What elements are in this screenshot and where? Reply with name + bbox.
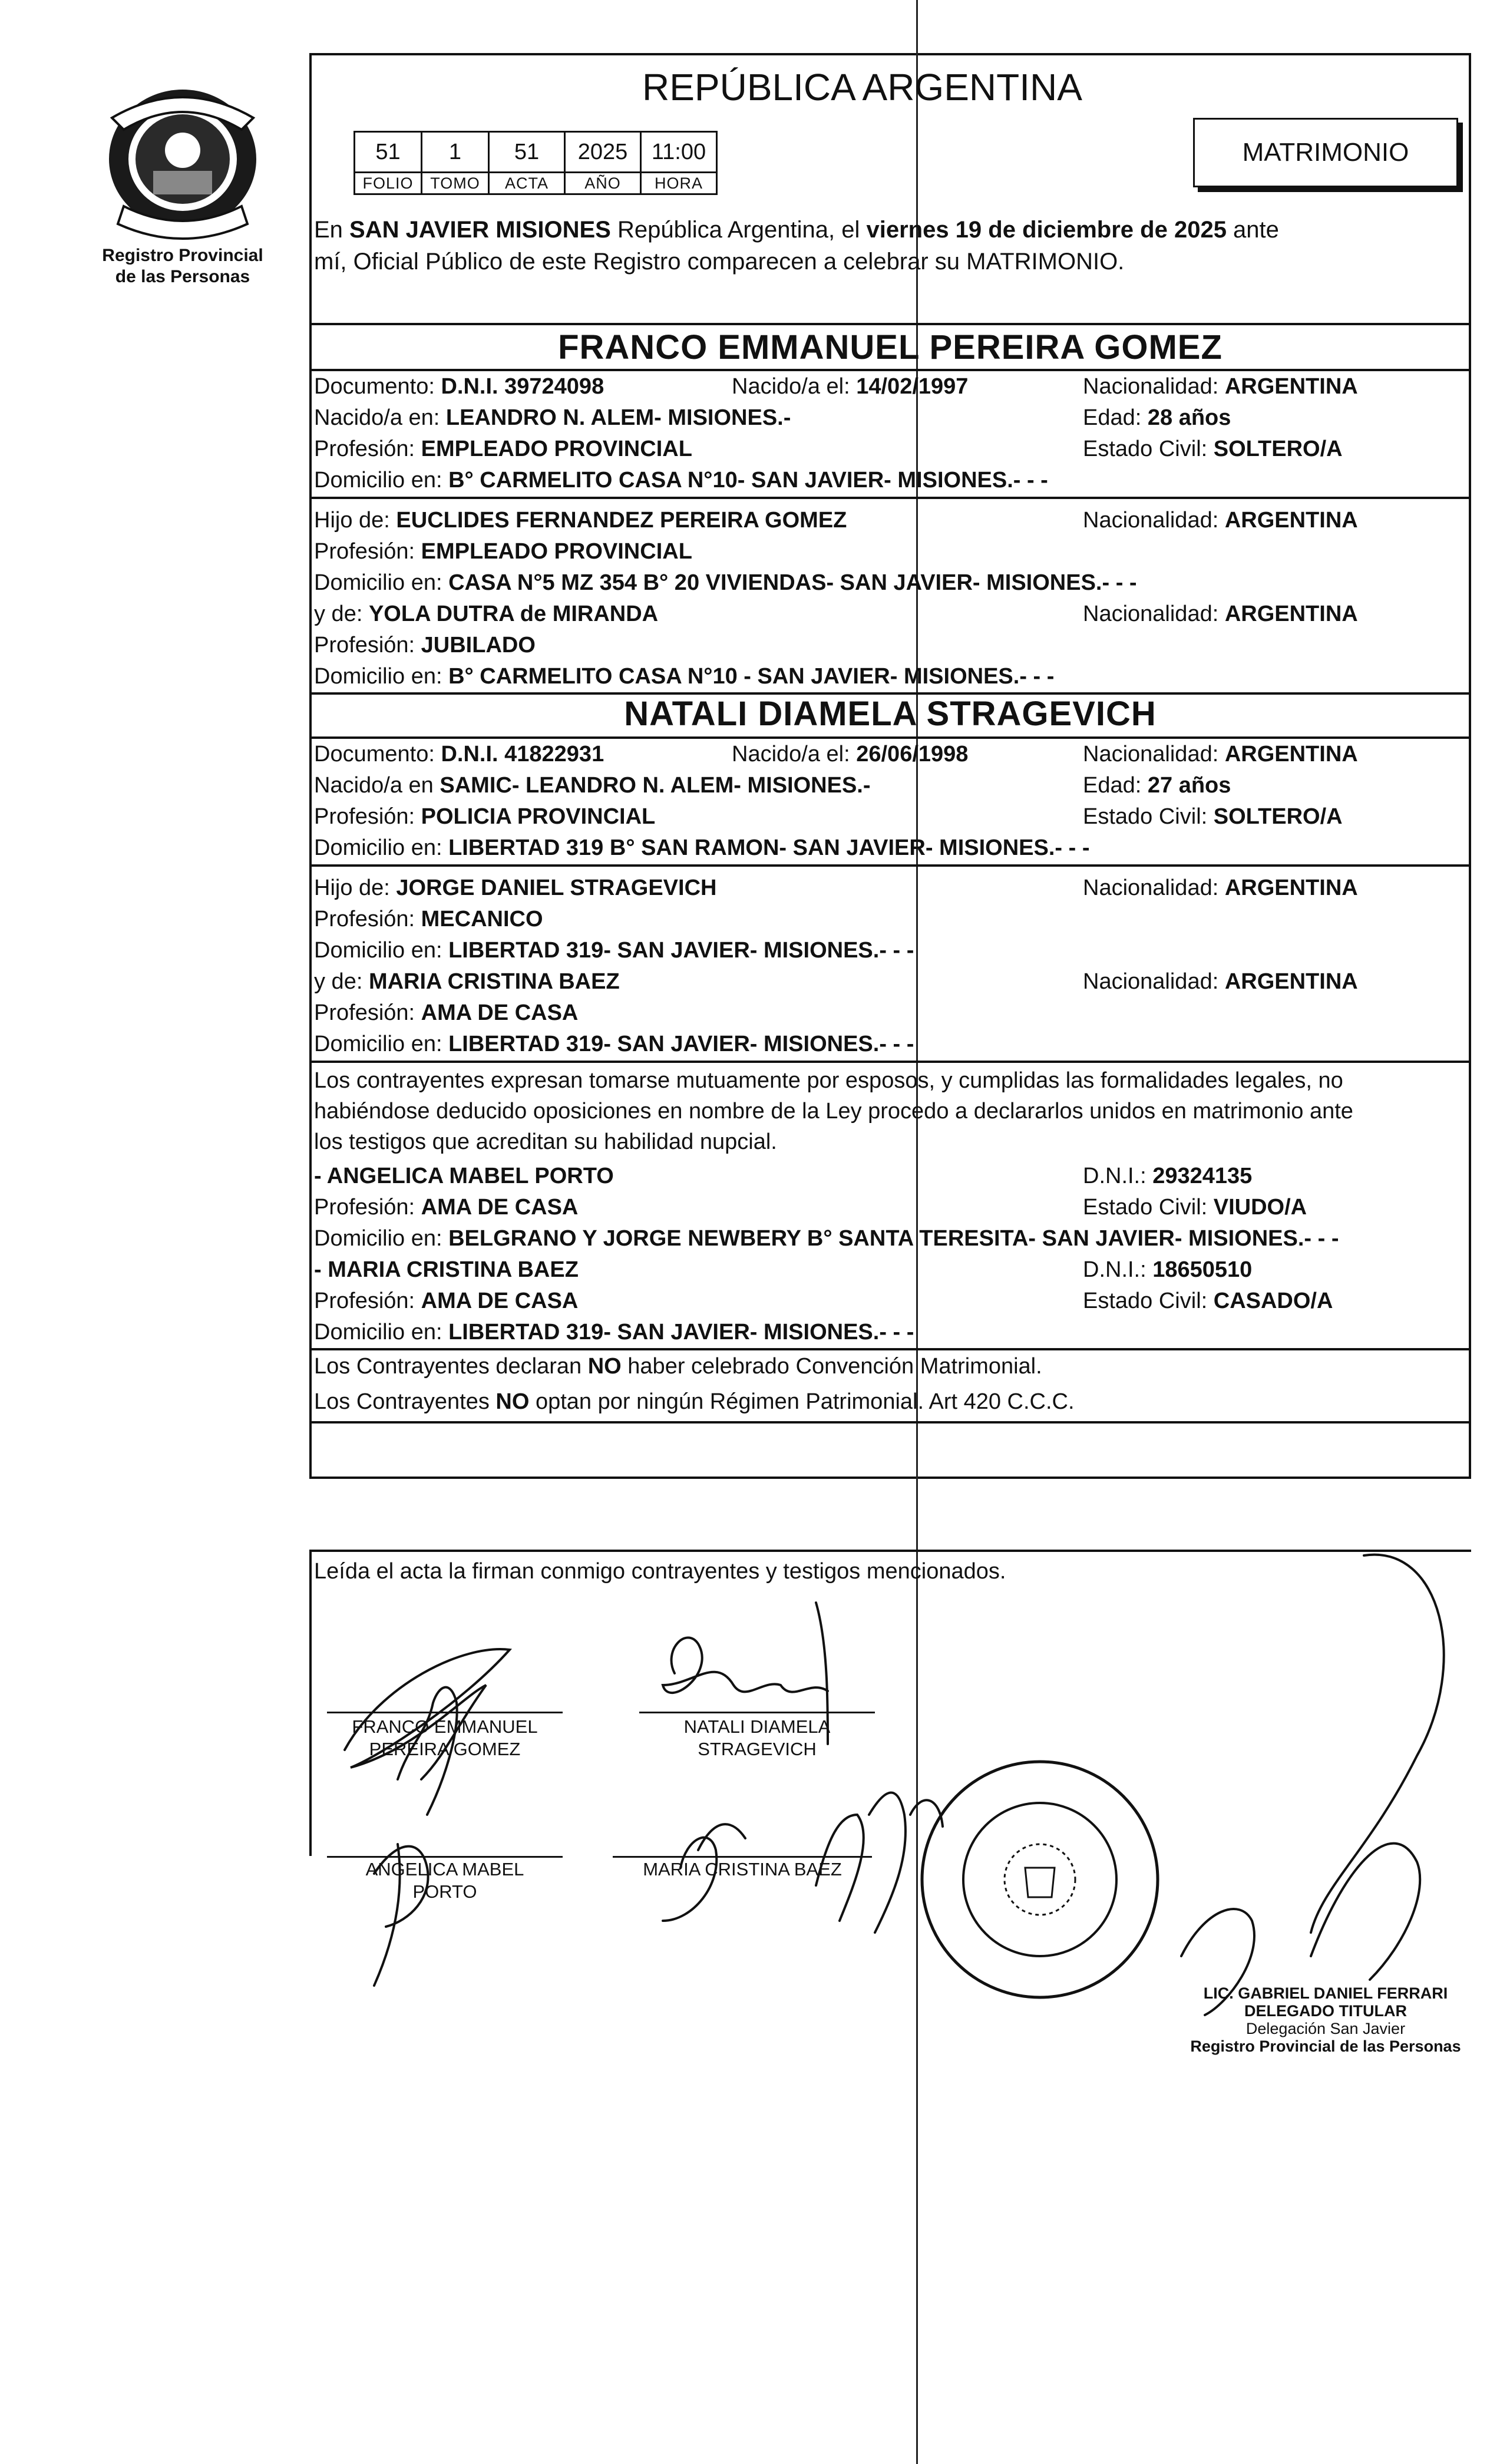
bride-name: NATALI DIAMELA STRAGEVICH	[624, 695, 1157, 733]
tomo-label: TOMO	[422, 173, 489, 194]
intro-date: viernes 19 de diciembre de 2025	[866, 217, 1227, 243]
bride-nationality: Nacionalidad: ARGENTINA	[1083, 742, 1358, 767]
signature-line	[639, 1712, 875, 1713]
regime-note: Los Contrayentes NO optan por ningún Régimen Patrimonial. Art 420 C.C.C.	[314, 1389, 1075, 1414]
groom-address: Domicilio en: B° CARMELITO CASA N°10- SAN JAVIER- MISIONES.- - -	[314, 468, 1048, 493]
signer3-name: ANGELICA MABEL PORTO	[365, 1859, 524, 1902]
official-stamp	[1172, 1984, 1479, 2055]
bride-document: Documento: D.N.I. 41822931	[314, 742, 604, 767]
logo-caption	[82, 245, 283, 288]
divider	[309, 864, 1471, 867]
official-office: Delegación San Javier	[1245, 2020, 1406, 2037]
registry-logo	[88, 82, 277, 242]
tomo-value: 1	[422, 132, 489, 173]
bride-father-address: Domicilio en: LIBERTAD 319- SAN JAVIER- MISIONES.- - -	[314, 938, 914, 963]
groom-birthplace: Nacido/a en: LEANDRO N. ALEM- MISIONES.-	[314, 405, 791, 430]
groom-father-profession: Profesión: EMPLEADO PROVINCIAL	[314, 539, 692, 564]
hora-value: 11:00	[641, 132, 717, 173]
groom-profession: Profesión: EMPLEADO PROVINCIAL	[314, 437, 692, 461]
country-title: REPÚBLICA ARGENTINA	[642, 66, 1082, 108]
intro-place: SAN JAVIER MISIONES	[349, 217, 611, 243]
bride-profession: Profesión: POLICIA PROVINCIAL	[314, 804, 656, 829]
groom-mother-profession: Profesión: JUBILADO	[314, 633, 536, 658]
bride-age: Edad: 27 años	[1083, 773, 1231, 798]
witness2-civil-status: Estado Civil: CASADO/A	[1083, 1289, 1333, 1313]
bride-father: Hijo de: JORGE DANIEL STRAGEVICH	[314, 876, 717, 900]
groom-civil-status: Estado Civil: SOLTERO/A	[1083, 437, 1343, 461]
official-seal	[910, 1750, 1169, 2009]
witness1-civil-status: Estado Civil: VIUDO/A	[1083, 1195, 1307, 1220]
groom-father-nationality: Nacionalidad: ARGENTINA	[1083, 508, 1358, 533]
groom-birthdate: Nacido/a el: 14/02/1997	[732, 374, 969, 399]
witness1-profession: Profesión: AMA DE CASA	[314, 1195, 579, 1220]
witness2-profession: Profesión: AMA DE CASA	[314, 1289, 579, 1313]
witness2-dni: D.N.I.: 18650510	[1083, 1257, 1253, 1282]
registry-name-line2: de las Personas	[115, 267, 250, 286]
convention-note: Los Contrayentes declaran NO haber celebrado Convención Matrimonial.	[314, 1354, 1042, 1379]
ano-value: 2025	[565, 132, 641, 173]
signature-line	[327, 1712, 563, 1713]
groom-name: FRANCO EMMANUEL PEREIRA GOMEZ	[558, 328, 1223, 366]
closing-text: Leída el acta la firman conmigo contrayentes y testigos mencionados.	[314, 1559, 1006, 1584]
groom-mother-address: Domicilio en: B° CARMELITO CASA N°10 - SAN JAVIER- MISIONES.- - -	[314, 664, 1055, 689]
official-title: DELEGADO TITULAR	[1244, 2002, 1407, 2020]
folio-label: FOLIO	[355, 173, 422, 194]
registry-name-line1: Registro Provincial	[102, 246, 263, 265]
divider	[309, 1421, 1471, 1423]
bride-mother-nationality: Nacionalidad: ARGENTINA	[1083, 969, 1358, 994]
declaration-line2: habiéndose deducido oposiciones en nombre de la Ley procedo a declararlos unidos en matrimonio ante	[314, 1099, 1353, 1124]
divider	[309, 736, 1471, 739]
witness2-address: Domicilio en: LIBERTAD 319- SAN JAVIER- MISIONES.- - -	[314, 1320, 914, 1345]
bride-address: Domicilio en: LIBERTAD 319 B° SAN RAMON- SAN JAVIER- MISIONES.- - -	[314, 835, 1090, 860]
act-type-box	[1193, 118, 1458, 187]
act-type-label: MATRIMONIO	[1242, 138, 1409, 167]
groom-mother-nationality: Nacionalidad: ARGENTINA	[1083, 602, 1358, 626]
official-name: LIC. GABRIEL DANIEL FERRARI	[1203, 1984, 1448, 2002]
intro-line1: En SAN JAVIER MISIONES República Argentina, el viernes 19 de diciembre de 2025 ante	[314, 217, 1279, 243]
witness2-name: - MARIA CRISTINA BAEZ	[314, 1257, 579, 1282]
acta-label: ACTA	[489, 173, 565, 194]
declaration-line1: Los contrayentes expresan tomarse mutuamente por esposos, y cumplidas las formalidades legales, no	[314, 1068, 1343, 1093]
groom-father-address: Domicilio en: CASA N°5 MZ 354 B° 20 VIVIENDAS- SAN JAVIER- MISIONES.- - -	[314, 570, 1137, 595]
groom-nationality: Nacionalidad: ARGENTINA	[1083, 374, 1358, 399]
bride-mother-address: Domicilio en: LIBERTAD 319- SAN JAVIER- MISIONES.- - -	[314, 1032, 914, 1056]
divider	[309, 369, 1471, 371]
acta-value: 51	[489, 132, 565, 173]
intro-line2: mí, Oficial Público de este Registro comparecen a celebrar su MATRIMONIO.	[314, 249, 1125, 275]
hora-label: HORA	[641, 173, 717, 194]
divider	[309, 323, 1471, 325]
groom-document: Documento: D.N.I. 39724098	[314, 374, 604, 399]
divider	[309, 497, 1471, 499]
witness1-name: - ANGELICA MABEL PORTO	[314, 1164, 614, 1188]
bride-civil-status: Estado Civil: SOLTERO/A	[1083, 804, 1343, 829]
declaration-line3: los testigos que acreditan su habilidad nupcial.	[314, 1129, 777, 1154]
bride-birthplace: Nacido/a en SAMIC- LEANDRO N. ALEM- MISIONES.-	[314, 773, 871, 798]
ano-label: AÑO	[565, 173, 641, 194]
act-metadata-table	[353, 131, 718, 195]
witness1-dni: D.N.I.: 29324135	[1083, 1164, 1253, 1188]
official-registry: Registro Provincial de las Personas	[1190, 2037, 1461, 2055]
bride-mother: y de: MARIA CRISTINA BAEZ	[314, 969, 620, 994]
signature-line	[327, 1856, 563, 1858]
divider	[309, 1061, 1471, 1063]
signer2-name: NATALI DIAMELA STRAGEVICH	[683, 1716, 831, 1759]
bride-mother-profession: Profesión: AMA DE CASA	[314, 1000, 579, 1025]
signer1-name: FRANCO EMMANUEL PEREIRA GOMEZ	[352, 1716, 538, 1759]
signature-line	[613, 1856, 872, 1858]
divider	[309, 1348, 1471, 1350]
witness1-address: Domicilio en: BELGRANO Y JORGE NEWBERY B° SANTA TERESITA- SAN JAVIER- MISIONES.- - -	[314, 1226, 1339, 1251]
bride-father-profession: Profesión: MECANICO	[314, 907, 543, 932]
signer4-name: MARIA CRISTINA BAEZ	[643, 1859, 842, 1880]
groom-age: Edad: 28 años	[1083, 405, 1231, 430]
bride-birthdate: Nacido/a el: 26/06/1998	[732, 742, 969, 767]
groom-father: Hijo de: EUCLIDES FERNANDEZ PEREIRA GOMEZ	[314, 508, 847, 533]
folio-value: 51	[355, 132, 422, 173]
groom-mother: y de: YOLA DUTRA de MIRANDA	[314, 602, 659, 626]
bride-father-nationality: Nacionalidad: ARGENTINA	[1083, 876, 1358, 900]
